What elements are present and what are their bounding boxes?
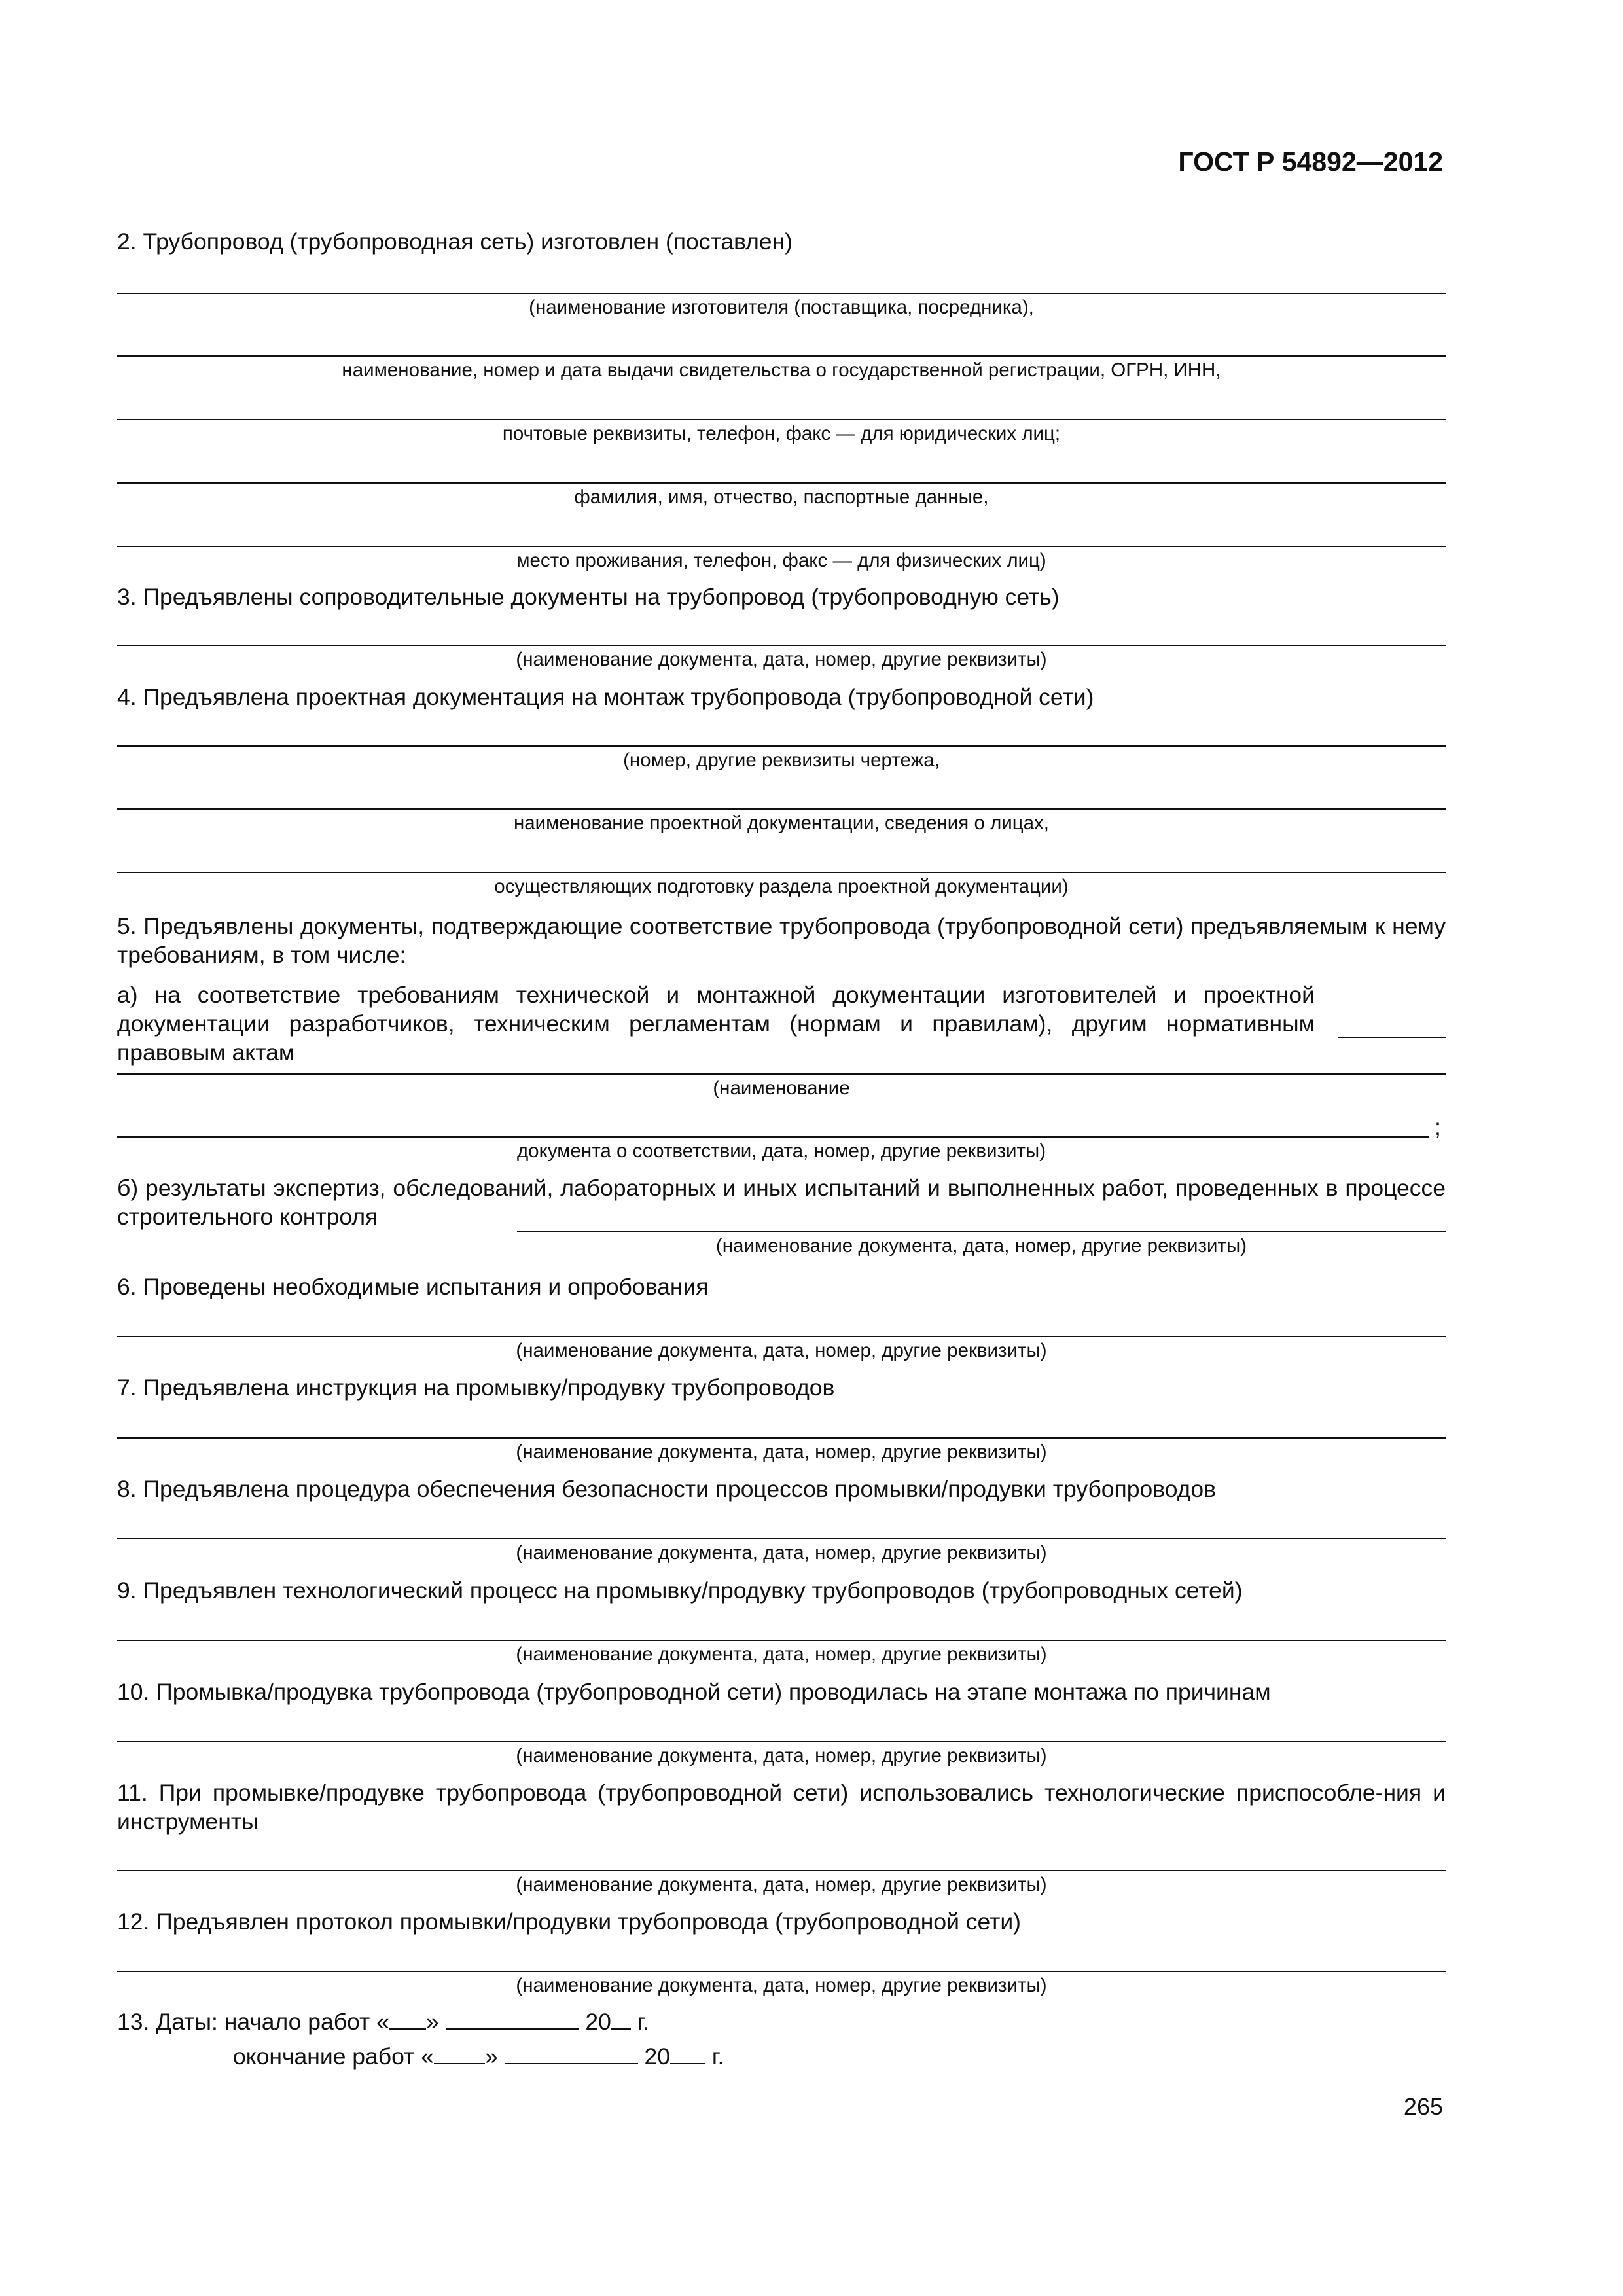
fill-line: [117, 1870, 1446, 1871]
fill-line: [117, 1336, 1446, 1337]
fill-line: [117, 645, 1446, 646]
item-7-text: 7. Предъявлена инструкция на промывку/продувку трубопроводов: [117, 1374, 835, 1401]
fill-line: [117, 808, 1446, 810]
dates-start-row: [117, 2007, 649, 2036]
fill-line: [517, 1231, 1446, 1232]
fill-line: [117, 293, 1446, 294]
end-year-blank[interactable]: [670, 2043, 705, 2064]
end-month-blank[interactable]: [505, 2043, 638, 2064]
item-6-caption: (наименование документа, дата, номер, другие реквизиты): [516, 1340, 1047, 1361]
item-5a-semicolon: ;: [1435, 1114, 1441, 1140]
item-11-caption: (наименование документа, дата, номер, другие реквизиты): [516, 1874, 1047, 1895]
item-5a-text: а) на соответствие требованиям технической и монтажной документации изготовителей и проектной документации разработчиков, техническим регламентам (нормам и правилам), другим нормативным правовым актам: [117, 982, 1315, 1066]
page-number: 265: [1403, 2093, 1443, 2120]
dates-end-suffix: г.: [711, 2043, 724, 2070]
item-10-text: 10. Промывка/продувка трубопровода (трубопроводной сети) проводилась на этапе монтажа по причинам: [117, 1679, 1271, 1705]
item-2-caption-3: почтовые реквизиты, телефон, факс — для юридических лиц;: [502, 423, 1061, 444]
fill-line: [117, 355, 1446, 357]
item-11-text: 11. При промывке/продувке трубопровода (трубопроводной сети) использовались технологические приспособле-ния и инструменты: [117, 1780, 1446, 1835]
dates-start-quote: »: [425, 2009, 439, 2035]
dates-end-row: [233, 2042, 724, 2071]
fill-line: [117, 1136, 1429, 1138]
item-5a-caption-2: документа о соответствии, дата, номер, другие реквизиты): [516, 1140, 1046, 1162]
fill-line: [117, 1538, 1446, 1539]
end-day-blank[interactable]: [434, 2043, 485, 2064]
start-year-blank[interactable]: [611, 2009, 631, 2030]
item-12-text: 12. Предъявлен протокол промывки/продувки трубопровода (трубопроводной сети): [117, 1909, 1021, 1935]
item-2-caption-4: фамилия, имя, отчество, паспортные данные,: [574, 486, 989, 508]
item-3-caption: (наименование документа, дата, номер, другие реквизиты): [516, 649, 1047, 670]
fill-line: [117, 745, 1446, 747]
item-5b-text: б) результаты экспертиз, обследований, лабораторных и иных испытаний и выполненных работ, проведенных в процессе строительного контроля: [117, 1175, 1446, 1230]
item-4-text: 4. Предъявлена проектная документация на монтаж трубопровода (трубопроводной сети): [117, 684, 1094, 710]
item-3-text: 3. Предъявлены сопроводительные документы на трубопровод (трубопроводную сеть): [117, 584, 1060, 610]
item-10-caption: (наименование документа, дата, номер, другие реквизиты): [516, 1745, 1047, 1767]
dates-start-suffix: г.: [637, 2009, 650, 2035]
dates-end-quote: »: [484, 2043, 498, 2070]
dates-end-year: 20: [644, 2043, 670, 2070]
start-day-blank[interactable]: [389, 2009, 426, 2030]
item-5b-caption: (наименование документа, дата, номер, другие реквизиты): [715, 1235, 1247, 1257]
fill-line: [117, 546, 1446, 547]
fill-line: [117, 419, 1446, 420]
item-5-text: 5. Предъявлены документы, подтверждающие соответствие трубопровода (трубопроводной сети) предъявляемым к нему требованиям, в том числе:: [117, 913, 1446, 968]
item-7-caption: (наименование документа, дата, номер, другие реквизиты): [516, 1441, 1047, 1463]
dates-end-label: окончание работ «: [233, 2043, 434, 2070]
item-4-caption-2: наименование проектной документации, сведения о лицах,: [513, 812, 1050, 834]
item-6-text: 6. Проведены необходимые испытания и опробования: [117, 1274, 709, 1300]
item-4-caption-3: осуществляющих подготовку раздела проектной документации): [494, 876, 1069, 897]
item-8-text: 8. Предъявлена процедура обеспечения безопасности процессов промывки/продувки трубопроводов: [117, 1476, 1217, 1502]
item-2-caption-5: место проживания, телефон, факс — для физических лиц): [516, 550, 1046, 571]
fill-line: [117, 1073, 1446, 1075]
fill-line: [1338, 1037, 1446, 1038]
dates-start-year: 20: [585, 2009, 611, 2035]
item-5a-caption-1: (наименование: [713, 1077, 850, 1099]
item-9-text: 9. Предъявлен технологический процесс на промывку/продувку трубопроводов (трубопроводных сетей): [117, 1577, 1243, 1604]
fill-line: [117, 482, 1446, 484]
item-12-caption: (наименование документа, дата, номер, другие реквизиты): [516, 1975, 1047, 1996]
fill-line: [117, 872, 1446, 873]
item-2-caption-1: (наименование изготовителя (поставщика, посредника),: [529, 296, 1034, 318]
item-9-caption: (наименование документа, дата, номер, другие реквизиты): [516, 1643, 1047, 1665]
fill-line: [117, 1437, 1446, 1439]
fill-line: [117, 1640, 1446, 1641]
item-4-caption-1: (номер, другие реквизиты чертежа,: [623, 749, 940, 771]
item-2-text: 2. Трубопровод (трубопроводная сеть) изготовлен (поставлен): [117, 228, 793, 255]
standard-header: ГОСТ Р 54892—2012: [1178, 147, 1443, 177]
fill-line: [117, 1971, 1446, 1972]
start-month-blank[interactable]: [446, 2009, 579, 2030]
item-2-caption-2: наименование, номер и дата выдачи свидетельства о государственной регистрации, ОГРН, ИНН,: [342, 359, 1221, 381]
item-8-caption: (наименование документа, дата, номер, другие реквизиты): [516, 1542, 1047, 1564]
fill-line: [117, 1741, 1446, 1742]
dates-start-label: 13. Даты: начало работ «: [117, 2009, 389, 2035]
